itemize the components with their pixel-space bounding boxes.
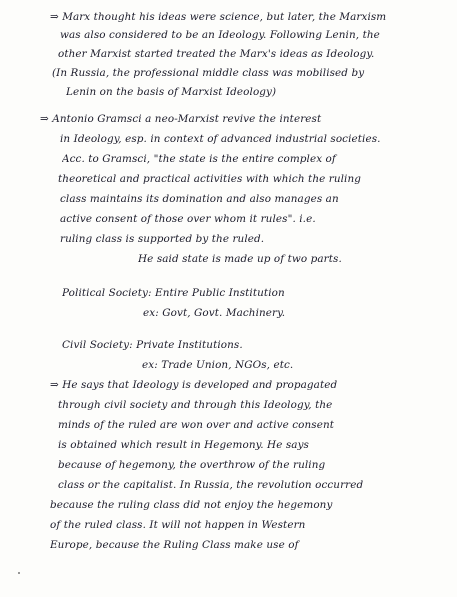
text-line-3: other Marxist started treated the Marx's ideas as Ideology. bbox=[58, 48, 375, 60]
text-line-2: was also considered to be an Ideology. Following Lenin, the bbox=[60, 29, 380, 41]
text-line-14: Political Society: Entire Public Institution bbox=[62, 287, 285, 299]
text-line-1: ⇒ Marx thought his ideas were science, but later, the Marxism bbox=[50, 11, 387, 23]
text-line-17: ex: Trade Union, NGOs, etc. bbox=[142, 359, 294, 371]
text-line-6: ⇒ Antonio Gramsci a neo-Marxist revive the interest bbox=[40, 113, 322, 125]
margin-dot bbox=[18, 572, 20, 574]
text-line-20: minds of the ruled are won over and active consent bbox=[58, 419, 335, 431]
text-line-21: is obtained which result in Hegemony. He says bbox=[58, 439, 309, 451]
text-line-16: Civil Society: Private Institutions. bbox=[62, 339, 243, 351]
text-line-23: class or the capitalist. In Russia, the revolution occurred bbox=[58, 479, 364, 491]
text-line-15: ex: Govt, Govt. Machinery. bbox=[143, 307, 286, 319]
text-line-24: because the ruling class did not enjoy the hegemony bbox=[50, 499, 333, 511]
text-line-9: theoretical and practical activities with which the ruling bbox=[58, 173, 362, 185]
text-line-7: in Ideology, esp. in context of advanced industrial societies. bbox=[60, 133, 381, 145]
text-line-11: active consent of those over whom it rules". i.e. bbox=[60, 213, 316, 225]
text-line-18: ⇒ He says that Ideology is developed and propagated bbox=[50, 379, 338, 391]
text-line-4: (In Russia, the professional middle class was mobilised by bbox=[52, 67, 365, 79]
text-line-26: Europe, because the Ruling Class make use of bbox=[50, 539, 299, 551]
text-line-22: because of hegemony, the overthrow of the ruling bbox=[58, 459, 326, 471]
text-line-10: class maintains its domination and also manages an bbox=[60, 193, 339, 205]
text-line-25: of the ruled class. It will not happen in Western bbox=[50, 519, 306, 531]
text-line-19: through civil society and through this Ideology, the bbox=[58, 399, 333, 411]
text-line-5: Lenin on the basis of Marxist Ideology) bbox=[66, 86, 277, 98]
text-line-13: He said state is made up of two parts. bbox=[138, 253, 342, 265]
text-line-8: Acc. to Gramsci, "the state is the entire complex of bbox=[62, 153, 336, 165]
text-line-12: ruling class is supported by the ruled. bbox=[60, 233, 265, 245]
